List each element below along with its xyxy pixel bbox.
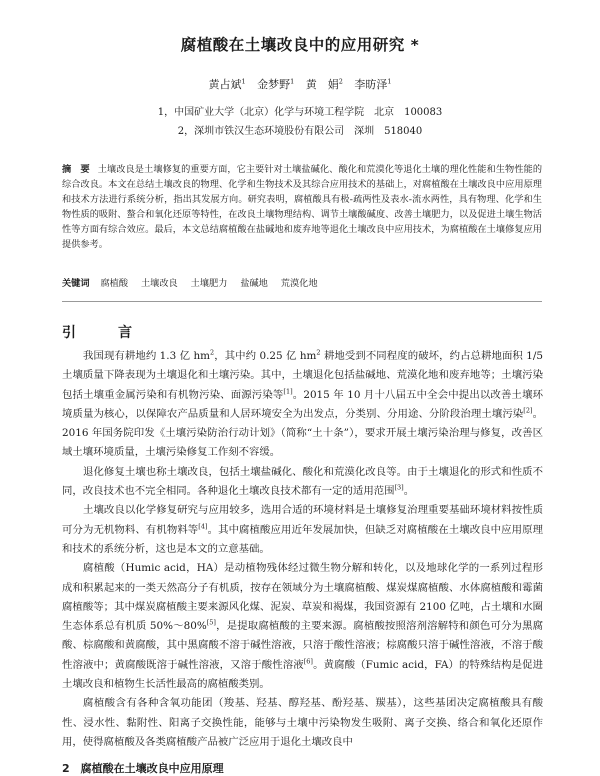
paragraph: 腐植酸（Humic acid，HA）是动植物残体经过微生物分解和转化，以及地球化学的一系列过程形成和积累起来的一类天然高分子有机质，按存在领域分为土壤腐植酸、煤炭煤腐植酸、水体腐植酸和霉菌腐植酸等；其中煤炭腐植酸主要来源风化煤、泥炭、草炭和褐煤，我国资源有 2100 亿吨，占土壤和水圈生态体系总有机质 50%～80%[5]，是提取腐植酸的主要来源。腐植酸按照溶剂溶解特和颜色可分为黑腐酸、棕腐酸和黄腐酸，其中黑腐酸不溶于碱性溶液，只溶于酸性溶液；棕腐酸只溶于碱性溶液，不溶于酸性溶液中；黄腐酸既溶于碱性溶液，又溶于酸性溶液[6]。黄腐酸（Fumic acid，FA）的特殊结构是促进土壤改良和植物生长活性最高的腐植酸类别。	[62, 562, 544, 691]
affiliation: 2，深圳市铁汉生态环境股份有限公司 深圳 518040	[177, 126, 423, 137]
paper-title: 腐植酸在土壤改良中的应用研究 *	[180, 36, 420, 54]
author: 黄占斌$^1$	[208, 77, 246, 91]
body-text	[62, 347, 543, 752]
author: 李昉泽$^1$	[354, 77, 392, 91]
divider	[62, 301, 542, 302]
keyword: 土壤改良	[140, 278, 178, 289]
author: 金梦野$^1$	[257, 77, 295, 91]
keywords	[62, 275, 542, 289]
keyword: 土壤肥力	[190, 278, 228, 289]
author: 黄 娟$^2$	[305, 77, 343, 91]
next-section-heading: 2 腐植酸在土壤改良中应用原理	[62, 762, 224, 775]
affiliation: 1，中国矿业大学（北京）化学与环境工程学院 北京 100083	[157, 107, 443, 118]
paragraph: 我国现有耕地约 1.3 亿 $hm^2$，其中约 0.25 亿 $hm^2$ 耕地受到不同程度的破坏，约占总耕地面积 1/5 土壤质量下降表现为土壤退化和土壤污染。其中，土壤退化包括盐碱地、荒漠化地和废弃地等；土壤污染包括土壤重金属污染和有机物污染、面源污染等[1]。2015 年 10 月十八届五中全会中提出以改善土壤环境质量为核心，以保障农产品质量和人居环境安全为出发点，分类别、分用途、分阶段治理土壤污染[2]。2016 年国务院印发《土壤污染防治行动计划》（简称“土十条”），要求开展土壤污染治理与修复，改善区域土壤环境质量，土壤污染修复工作刻不容缓。	[62, 348, 544, 459]
abstract	[62, 162, 542, 252]
paragraph: 退化修复土壤也称土壤改良，包括土壤盐碱化、酸化和荒漠化改良等。由于土壤退化的形式和性质不同，改良技术也不完全相同。各种退化土壤改良技术都有一定的适用范围[3]。	[62, 465, 543, 498]
paragraph: 腐植酸含有各种含氧功能团（羧基、羟基、醇羟基、酚羟基、羰基），这些基团决定腐植酸具有酸性、浸水性、黏附性、阳离子交换性能，能够与土壤中污染物发生吸附、离子交换、络合和氧化还原作用，使得腐植酸及各类腐植酸产品被广泛应用于退化土壤改良中	[62, 697, 543, 748]
author-list	[0, 76, 600, 92]
keywords-label: 关键词	[62, 278, 90, 289]
paragraph: 土壤改良以化学修复研究与应用较多，选用合适的环境材料是土壤修复治理重要基础环境材料按性质可分为无机物料、有机物料等[4]。其中腐植酸应用近年发展加快，但缺乏对腐植酸在土壤改良中应用原理和技术的系统分析，这也是本文的立意基础。	[62, 504, 544, 555]
keyword: 荒漠化地	[280, 278, 318, 289]
abstract-label: 摘 要	[62, 164, 90, 175]
section-heading: 引 言	[62, 325, 146, 341]
keyword: 腐植酸	[100, 278, 129, 289]
abstract-text: 土壤改良是土壤修复的重要方面，它主要针对土壤盐碱化、酸化和荒漠化等退化土壤的理化性能和生物性能的综合改良。本文在总结土壤改良的物理、化学和生物技术及其综合应用技术的基础上，对腐植酸在土壤改良中应用原理和技术方法进行系统分析，指出其发展方向。研究表明，腐植酸具有极-疏两性及表水-流水两性，具有物理、化学和生物性质的吸附、螯合和氧化还原等特性，在改良土壤物理结构、调节土壤酸碱度、改善土壤肥力，以及促进土壤生物活性等方面有综合效应。最后，本文总结腐植酸在盐碱地和废弃地等退化土壤改良中应用技术，为腐植酸在土壤修复应用提供参考。	[62, 164, 543, 250]
keyword: 盐碱地	[240, 278, 268, 289]
